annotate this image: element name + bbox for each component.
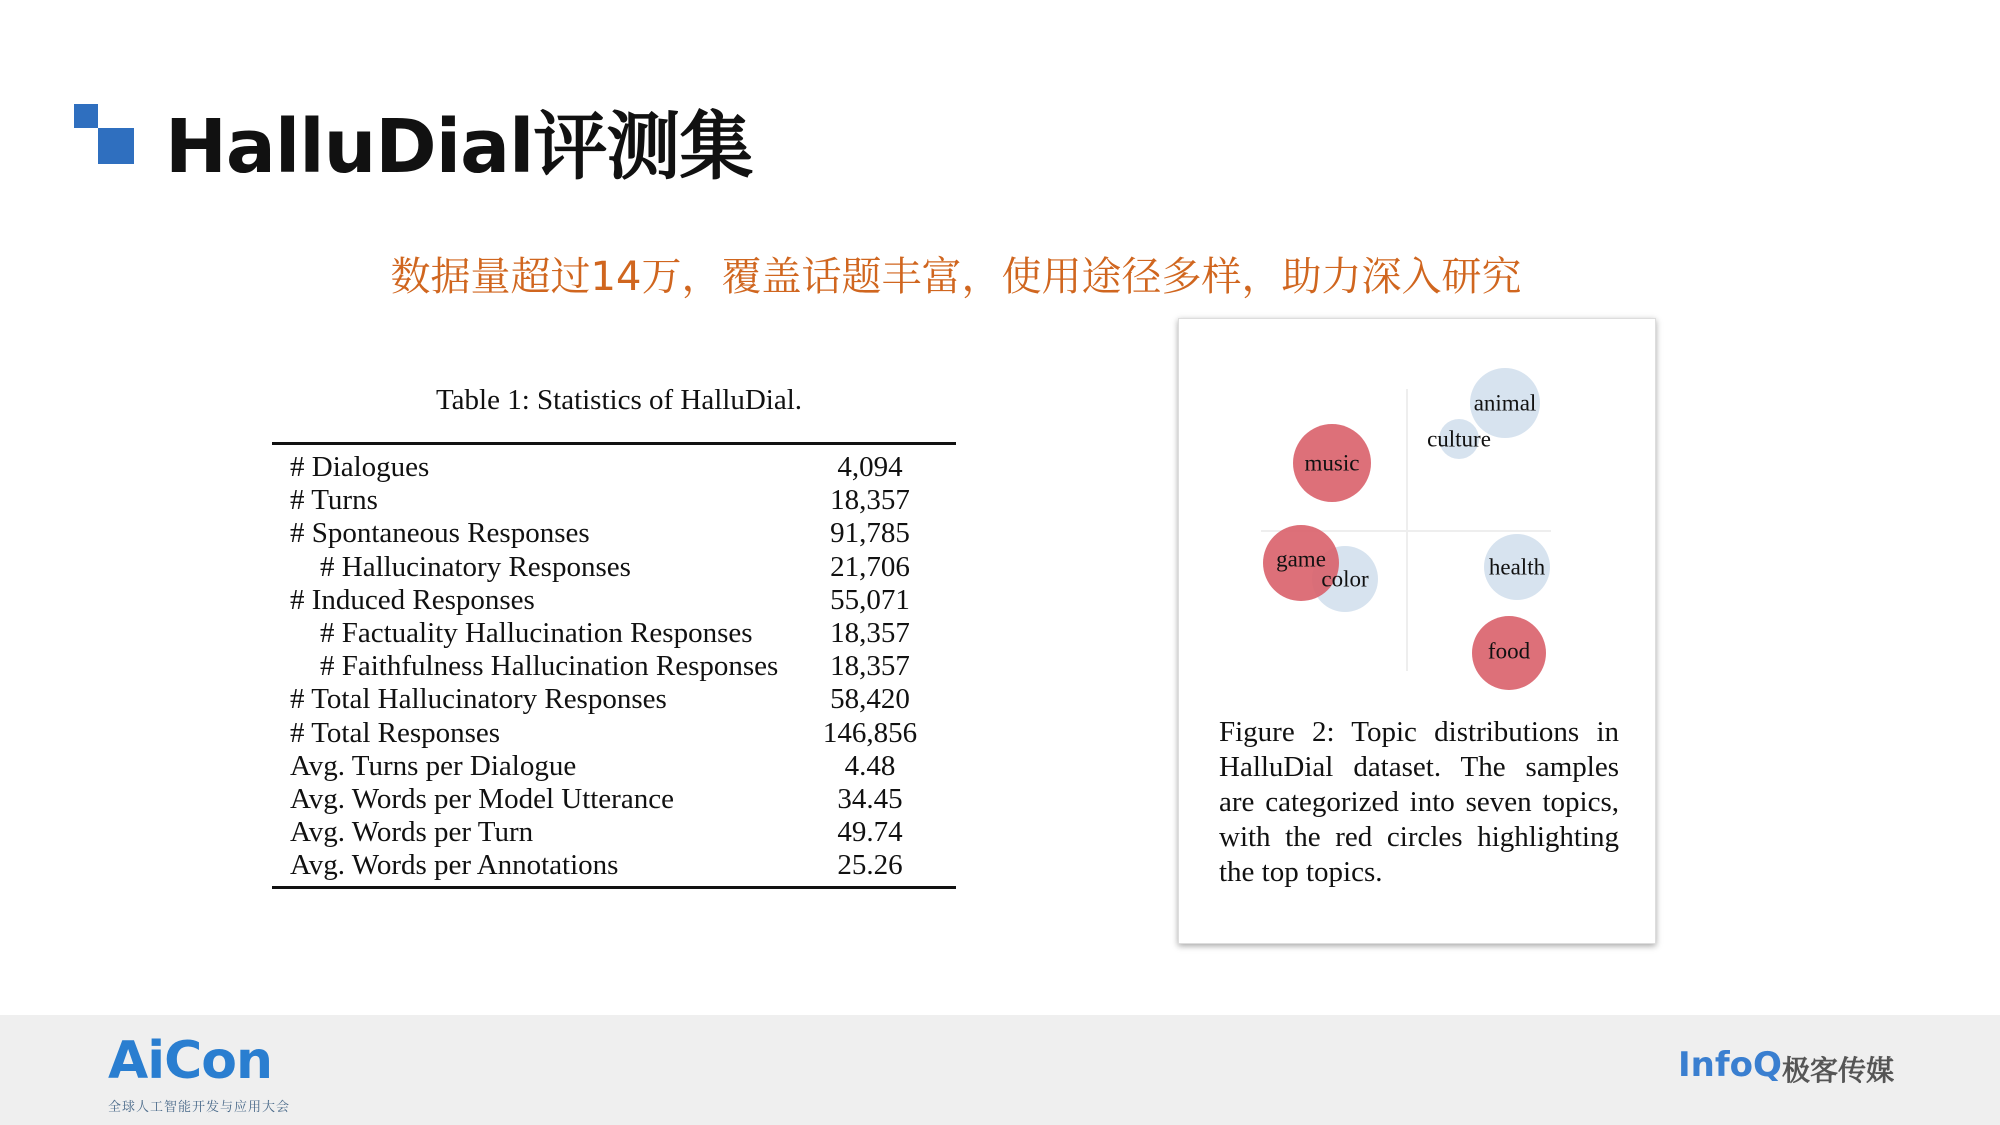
table-row: [272, 584, 956, 617]
aicon-logo: AiCon: [108, 1031, 272, 1091]
topic-label-food: food: [1487, 638, 1531, 664]
table-row-value: 18,357: [830, 650, 910, 683]
table-row: [272, 484, 956, 517]
section-logo-mark: [74, 104, 134, 164]
table-row-label: Avg. Words per Turn: [290, 816, 534, 849]
topic-label-game: game: [1276, 546, 1326, 572]
table-row-value: 21,706: [830, 550, 910, 583]
topic-bubble-plot: [1179, 319, 1655, 719]
topic-label-culture: culture: [1427, 426, 1491, 452]
infoq-logo: InfoQ: [1678, 1045, 1782, 1085]
footer-bar: [0, 1015, 2000, 1125]
page-subtitle: 数据量超过14万，覆盖话题丰富，使用途径多样，助力深入研究: [390, 254, 1522, 300]
table-row-value: 18,357: [830, 484, 910, 517]
table-row: [272, 816, 956, 849]
table-row: [272, 783, 956, 816]
table-row-label: # Total Responses: [290, 716, 501, 749]
table-row-value: 55,071: [830, 583, 910, 616]
table-row: [272, 750, 956, 783]
table-row-value: 91,785: [830, 517, 910, 550]
table-row: [272, 551, 956, 584]
table-row-label: # Induced Responses: [290, 583, 535, 616]
table-row-label: Avg. Words per Annotations: [290, 849, 619, 882]
figure-panel: [1178, 318, 1656, 944]
table-row-label: # Faithfulness Hallucination Responses: [320, 650, 779, 683]
table-row: [272, 717, 956, 750]
aicon-logo-subtitle: 全球人工智能开发与应用大会: [108, 1100, 291, 1115]
table-row-value: 25.26: [837, 849, 903, 882]
table-row-value: 18,357: [830, 616, 910, 649]
table-body: [272, 445, 956, 882]
table-row: [272, 849, 956, 882]
page-title: HalluDial评测集: [165, 104, 753, 190]
table-row-value: 34.45: [837, 782, 903, 815]
table-row-label: Avg. Turns per Dialogue: [290, 749, 577, 782]
topic-label-color: color: [1321, 566, 1369, 592]
table-row: [272, 617, 956, 650]
logo-square-small: [74, 104, 98, 128]
table-row-label: # Factuality Hallucination Responses: [320, 616, 753, 649]
topic-label-health: health: [1488, 554, 1546, 580]
table-row-value: 146,856: [822, 716, 918, 749]
table-row-value: 58,420: [830, 683, 910, 716]
logo-square-big: [98, 128, 134, 164]
table-row-value: 4,094: [837, 451, 903, 483]
infoq-logo-subtitle: 极客传媒: [1782, 1054, 1895, 1087]
table-row-value: 4.48: [844, 749, 896, 782]
table-row-label: Avg. Words per Model Utterance: [290, 782, 674, 815]
statistics-table: [272, 380, 956, 889]
table-row: [272, 517, 956, 550]
table-row: [272, 650, 956, 683]
topic-label-music: music: [1304, 450, 1360, 476]
table-row: [272, 683, 956, 716]
table-caption: Table 1: Statistics of HalluDial.: [435, 384, 803, 416]
table-row-label: # Total Hallucinatory Responses: [290, 683, 667, 716]
table-bottom-rule: [272, 886, 956, 889]
figure-caption: Figure 2: Topic distributions in HalluDial dataset. The samples are categorized into seven topics, with the red circles highlighting the top topics.: [1219, 716, 1619, 888]
table-row-label: # Dialogues: [290, 451, 430, 483]
table-row-label: # Spontaneous Responses: [290, 517, 590, 550]
table-row-label: # Turns: [290, 484, 378, 517]
table-row: [272, 451, 956, 484]
topic-label-animal: animal: [1473, 390, 1537, 416]
table-row-value: 49.74: [837, 816, 903, 849]
table-row-label: # Hallucinatory Responses: [320, 550, 631, 583]
